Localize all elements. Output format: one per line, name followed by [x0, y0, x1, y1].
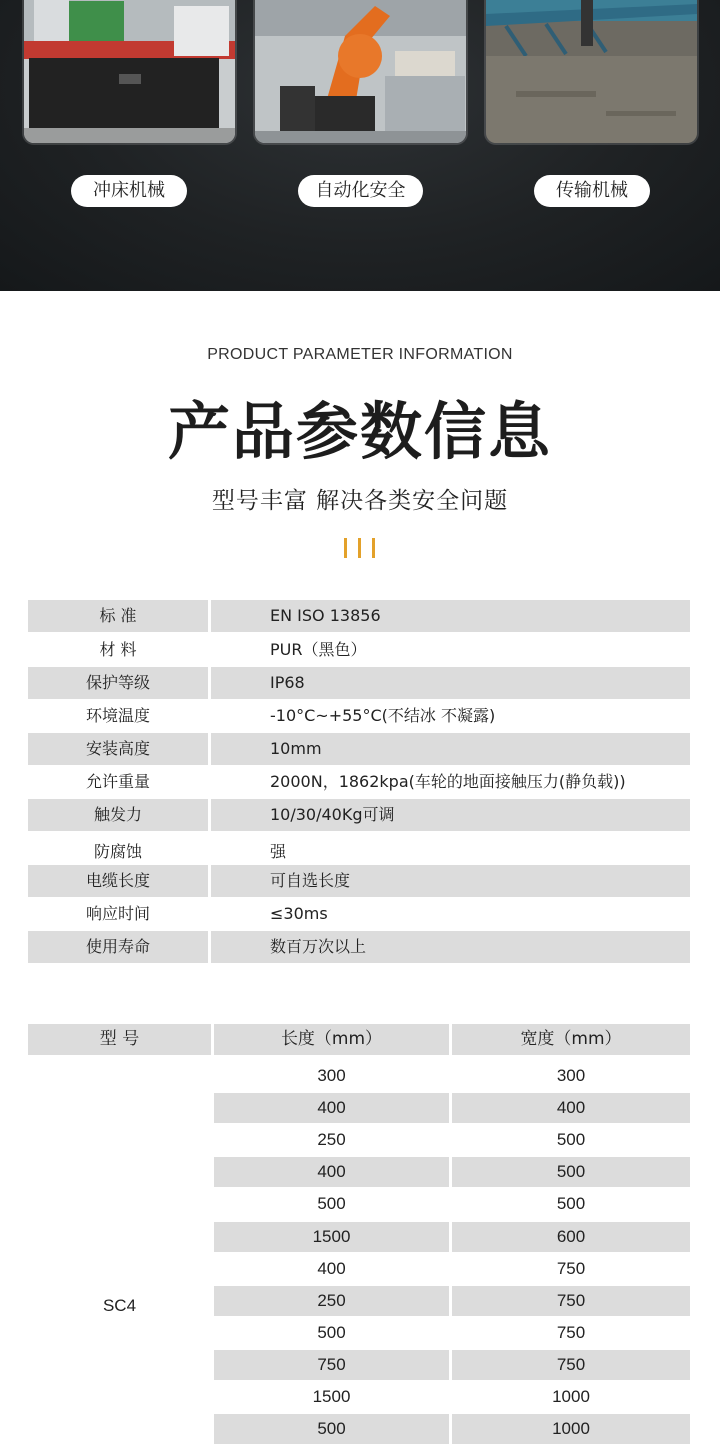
label-punch-press: 冲床机械: [71, 175, 187, 207]
param-key: 安装高度: [28, 733, 208, 765]
table-row: [214, 1414, 690, 1444]
width-cell: 300: [556, 1066, 586, 1085]
table-row: [214, 1157, 690, 1187]
section-title-en: PRODUCT PARAMETER INFORMATION: [207, 346, 513, 363]
width-cell: 750: [556, 1259, 586, 1278]
param-key: 触发力: [28, 799, 208, 831]
label-conveyor: 传输机械: [534, 175, 650, 207]
param-row-height: [28, 733, 690, 765]
length-cell: 250: [214, 1286, 449, 1316]
model-name: SC4: [102, 1296, 137, 1315]
divider-ornament: [342, 538, 378, 558]
model-table-header: [28, 1024, 690, 1055]
param-row-temperature: [28, 700, 690, 732]
param-value: IP68: [211, 667, 690, 699]
width-cell: 750: [556, 1323, 586, 1342]
param-value: 可自选长度: [211, 865, 690, 897]
section-subtitle: 型号丰富 解决各类安全问题: [211, 488, 509, 514]
width-cell: 500: [556, 1130, 586, 1149]
robot-arm-photo: [255, 0, 466, 143]
param-key: 防腐蚀: [93, 842, 142, 861]
param-value: -10°C~+55°C(不结冰 不凝露): [270, 706, 496, 725]
width-cell: 400: [452, 1093, 690, 1123]
param-key: 电缆长度: [28, 865, 208, 897]
param-value: ≤30ms: [270, 904, 328, 923]
header-length: 长度（mm）: [214, 1024, 449, 1055]
table-row: [214, 1061, 690, 1091]
table-row: [214, 1125, 690, 1155]
param-key: 响应时间: [85, 904, 150, 923]
punch-press-photo: [24, 0, 235, 143]
param-value: 2000N，1862kpa(车轮的地面接触压力(静负载)): [270, 772, 626, 791]
param-value: 数百万次以上: [211, 931, 690, 963]
param-row-cable: [28, 865, 690, 897]
width-cell: 500: [452, 1157, 690, 1187]
table-row: [214, 1286, 690, 1316]
param-key: 使用寿命: [28, 931, 208, 963]
length-cell: 500: [317, 1194, 346, 1213]
param-value: 10/30/40Kg可调: [211, 799, 690, 831]
width-cell: 1000: [452, 1414, 690, 1444]
param-row-trigger-force: [28, 799, 690, 831]
param-row-protection: [28, 667, 690, 699]
application-banner: [0, 0, 720, 291]
length-cell: 500: [214, 1414, 449, 1444]
param-key: 环境温度: [85, 706, 150, 725]
label-automation-safety: 自动化安全: [298, 175, 423, 207]
param-row-material: [28, 634, 690, 666]
width-cell: 1000: [552, 1387, 590, 1406]
length-cell: 300: [317, 1066, 346, 1085]
length-cell: 1500: [214, 1222, 449, 1252]
param-value: EN ISO 13856: [211, 600, 690, 632]
length-cell: 750: [214, 1350, 449, 1380]
width-cell: 750: [452, 1286, 690, 1316]
table-row: [214, 1382, 690, 1412]
param-row-weight: [28, 766, 690, 798]
param-row-lifetime: [28, 931, 690, 963]
table-row: [214, 1318, 690, 1348]
param-row-response: [28, 898, 690, 930]
param-key: 允许重量: [85, 772, 150, 791]
table-row: [214, 1189, 690, 1219]
param-row-standard: [28, 600, 690, 632]
table-row: [214, 1254, 690, 1284]
param-value: PUR（黑色）: [270, 640, 367, 659]
width-cell: 750: [452, 1350, 690, 1380]
header-width: 宽度（mm）: [452, 1024, 690, 1055]
param-key: 保护等级: [28, 667, 208, 699]
param-value: 10mm: [211, 733, 690, 765]
length-cell: 400: [317, 1259, 346, 1278]
param-value: 强: [270, 842, 287, 861]
param-row-corrosion: [28, 836, 690, 868]
table-row: [214, 1350, 690, 1380]
width-cell: 500: [556, 1194, 586, 1213]
table-row: [214, 1093, 690, 1123]
length-cell: 400: [214, 1157, 449, 1187]
length-cell: 400: [214, 1093, 449, 1123]
param-key: 标 准: [28, 600, 208, 632]
header-model: 型 号: [28, 1024, 211, 1055]
length-cell: 250: [317, 1130, 346, 1149]
width-cell: 600: [452, 1222, 690, 1252]
conveyor-photo: [486, 0, 697, 143]
length-cell: 500: [317, 1323, 346, 1342]
param-key: 材 料: [99, 640, 137, 659]
section-title-cn: 产品参数信息: [167, 395, 552, 468]
length-cell: 1500: [312, 1387, 351, 1406]
table-row: [214, 1222, 690, 1252]
